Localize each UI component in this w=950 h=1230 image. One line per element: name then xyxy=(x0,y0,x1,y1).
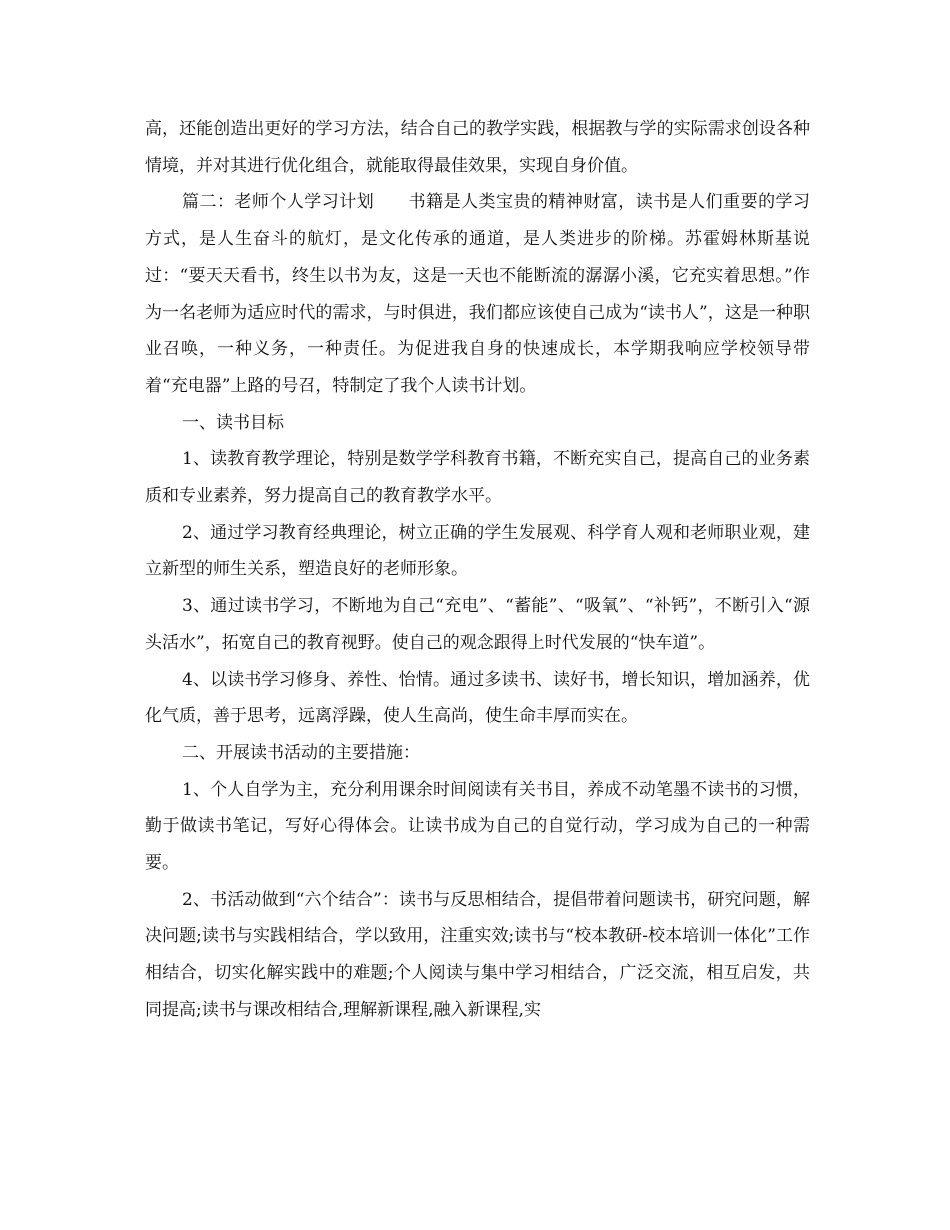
goal-item-4: 4、以读书学习修身、养性、怡情。通过多读书、读好书，增长知识，增加涵养，优化气质，善于思考，远离浮躁，使人生高尚，使生命丰厚而实在。 xyxy=(145,669,810,727)
goal-item-2: 2、通过学习教育经典理论，树立正确的学生发展观、科学育人观和老师职业观，建立新型的师生关系，塑造良好的老师形象。 xyxy=(145,522,810,580)
paragraph-plan-intro xyxy=(145,184,810,404)
paragraph-intro-continuation: 高，还能创造出更好的学习方法，结合自己的教学实践，根据教与学的实际需求创设各种情境，并对其进行优化组合，就能取得最佳效果，实现自身价值。 xyxy=(145,119,810,176)
heading-reading-goals: 一、读书目标 xyxy=(182,412,284,433)
measure-item-2: 2、书活动做到“六个结合”：读书与反思相结合，提倡带着问题读书，研究问题，解决问题;读书与实践相结合，学以致用，注重实效;读书与“校本教研-校本培训一体化”工作相结合，切实化解实践中的难题;个人阅读与集中学习相结合，广泛交流，相互启发，共同提高;读书与课改相结合,理解新课程,融入新课程,实 xyxy=(145,889,810,1020)
document-body xyxy=(145,111,810,1029)
heading-main-measures: 二、开展读书活动的主要措施： xyxy=(182,742,420,763)
section-heading-plan-two: 篇二：老师个人学习计划 xyxy=(182,192,375,213)
goal-item-3: 3、通过读书学习，不断地为自己“充电”、“蓄能”、“吸氧”、“补钙”，不断引入“源头活水”，拓宽自己的教育视野。使自己的观念跟得上时代发展的“快车道”。 xyxy=(145,596,810,653)
goal-item-1: 1、读教育教学理论，特别是数学学科教育书籍，不断充实自己，提高自己的业务素质和专业素养，努力提高自己的教育教学水平。 xyxy=(145,449,810,507)
plan-intro-text: 书籍是人类宝贵的精神财富，读书是人们重要的学习方式，是人生奋斗的航灯，是文化传承的通道，是人类进步的阶梯。苏霍姆林斯基说过：“要天天看书，终生以书为友，这是一天也不能断流的潺潺小溪，它充实着思想。”作为一名老师为适应时代的需求，与时俱进，我们都应该使自己成为“读书人”，这是一种职业召唤，一种义务，一种责任。为促进我自身的快速成长，本学期我响应学校领导带着“充电器”上路的号召，特制定了我个人读书计划。 xyxy=(145,192,811,396)
measure-item-1: 1、个人自学为主，充分利用课余时间阅读有关书目，养成不动笔墨不读书的习惯，勤于做读书笔记，写好心得体会。让读书成为自己的自觉行动，学习成为自己的一种需要。 xyxy=(145,779,810,874)
